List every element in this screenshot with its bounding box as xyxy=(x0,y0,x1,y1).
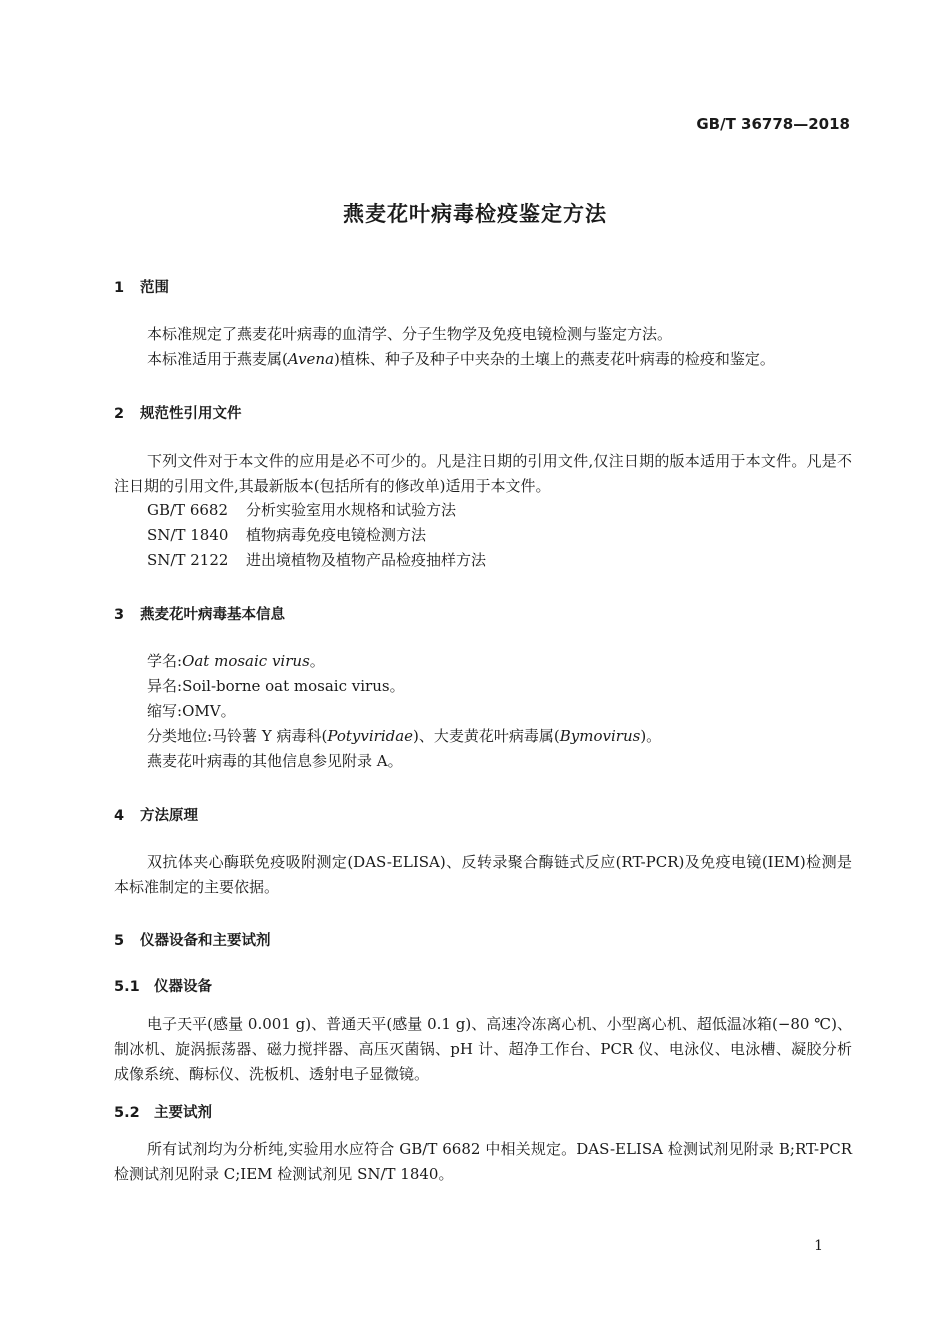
section-title: 仪器设备和主要试剂 xyxy=(140,933,271,949)
genus-name: Bymovirus xyxy=(559,727,641,745)
text-run: 本标准适用于燕麦属( xyxy=(147,350,288,368)
subsection-title: 主要试剂 xyxy=(154,1105,212,1121)
scientific-name: Oat mosaic virus xyxy=(182,652,310,670)
text-run: )、大麦黄花叶病毒属( xyxy=(413,727,560,745)
section-1-heading xyxy=(114,276,169,297)
abbreviation: OMV xyxy=(182,702,221,720)
references-intro: 下列文件对于本文件的应用是必不可少的。凡是注日期的引用文件,仅注日期的版本适用于本文件。凡是不注日期的引用文件,其最新版本(包括所有的修改单)适用于本文件。 xyxy=(114,452,852,495)
genus-name: Avena xyxy=(287,350,335,368)
reference-item xyxy=(147,498,456,523)
subsection-title: 仪器设备 xyxy=(154,979,212,995)
synonym: Soil-borne oat mosaic virus xyxy=(182,677,390,695)
section-number: 5 xyxy=(114,933,125,949)
taxonomy-line xyxy=(147,724,661,749)
text-run: )。 xyxy=(640,727,662,745)
reference-code: SN/T 1840 xyxy=(147,526,229,544)
section-title: 燕麦花叶病毒基本信息 xyxy=(140,607,285,623)
reference-title: 进出境植物及植物产品检疫抽样方法 xyxy=(246,551,487,569)
equipment-paragraph: 电子天平(感量 0.001 g)、普通天平(感量 0.1 g)、高速冷冻离心机、小型离心机、超低温冰箱(−80 ℃)、制冰机、旋涡振荡器、磁力搅拌器、高压灭菌锅、pH 计、超净工作台、PCR 仪、电泳仪、电泳槽、凝胶分析成像系统、酶标仪、洗板机、透射电子显微镜。 xyxy=(114,1015,852,1083)
section-title: 范围 xyxy=(140,280,169,296)
standard-number: GB/T 36778—2018 xyxy=(696,115,850,133)
section-title: 方法原理 xyxy=(140,808,198,824)
reference-code: SN/T 2122 xyxy=(147,551,229,569)
punct: 。 xyxy=(309,652,325,670)
section-title: 规范性引用文件 xyxy=(140,406,242,422)
reference-item xyxy=(147,523,426,548)
section-2-heading xyxy=(114,402,242,423)
scientific-name-line xyxy=(147,649,325,674)
document-title: 燕麦花叶病毒检疫鉴定方法 xyxy=(343,202,607,226)
punct: 。 xyxy=(220,702,236,720)
subsection-number: 5.1 xyxy=(114,979,140,995)
section-5-heading xyxy=(114,929,271,950)
section-number: 2 xyxy=(114,406,125,422)
scope-paragraph-1: 本标准规定了燕麦花叶病毒的血清学、分子生物学及免疫电镜检测与鉴定方法。 xyxy=(147,325,673,343)
reference-title: 植物病毒免疫电镜检测方法 xyxy=(246,526,427,544)
section-number: 3 xyxy=(114,607,125,623)
reagents-paragraph: 所有试剂均为分析纯,实验用水应符合 GB/T 6682 中相关规定。DAS-ELISA 检测试剂见附录 B;RT-PCR 检测试剂见附录 C;IEM 检测试剂见 SN/T 1840。 xyxy=(114,1140,852,1183)
label: 异名: xyxy=(147,677,183,695)
section-number: 1 xyxy=(114,280,125,296)
reference-item xyxy=(147,548,486,573)
section-4-heading xyxy=(114,804,198,825)
synonym-line xyxy=(147,674,405,699)
section-number: 4 xyxy=(114,808,125,824)
scope-paragraph-2 xyxy=(147,347,775,372)
punct: 。 xyxy=(389,677,405,695)
abbreviation-line xyxy=(147,699,236,724)
family-name: Potyviridae xyxy=(327,727,414,745)
method-principle-paragraph: 双抗体夹心酶联免疫吸附测定(DAS-ELISA)、反转录聚合酶链式反应(RT-PCR)及免疫电镜(IEM)检测是本标准制定的主要依据。 xyxy=(114,853,852,896)
subsection-number: 5.2 xyxy=(114,1105,140,1121)
section-3-heading xyxy=(114,603,285,624)
text-run: 分类地位:马铃薯 Y 病毒科( xyxy=(147,727,328,745)
label: 缩写: xyxy=(147,702,183,720)
reference-code: GB/T 6682 xyxy=(147,501,229,519)
text-run: )植株、种子及种子中夹杂的土壤上的燕麦花叶病毒的检疫和鉴定。 xyxy=(334,350,775,368)
page-number: 1 xyxy=(814,1238,823,1254)
reference-title: 分析实验室用水规格和试验方法 xyxy=(246,501,457,519)
subsection-5-1-heading xyxy=(114,975,212,996)
subsection-5-2-heading xyxy=(114,1101,212,1122)
label: 学名: xyxy=(147,652,183,670)
other-info-line: 燕麦花叶病毒的其他信息参见附录 A。 xyxy=(147,752,403,770)
